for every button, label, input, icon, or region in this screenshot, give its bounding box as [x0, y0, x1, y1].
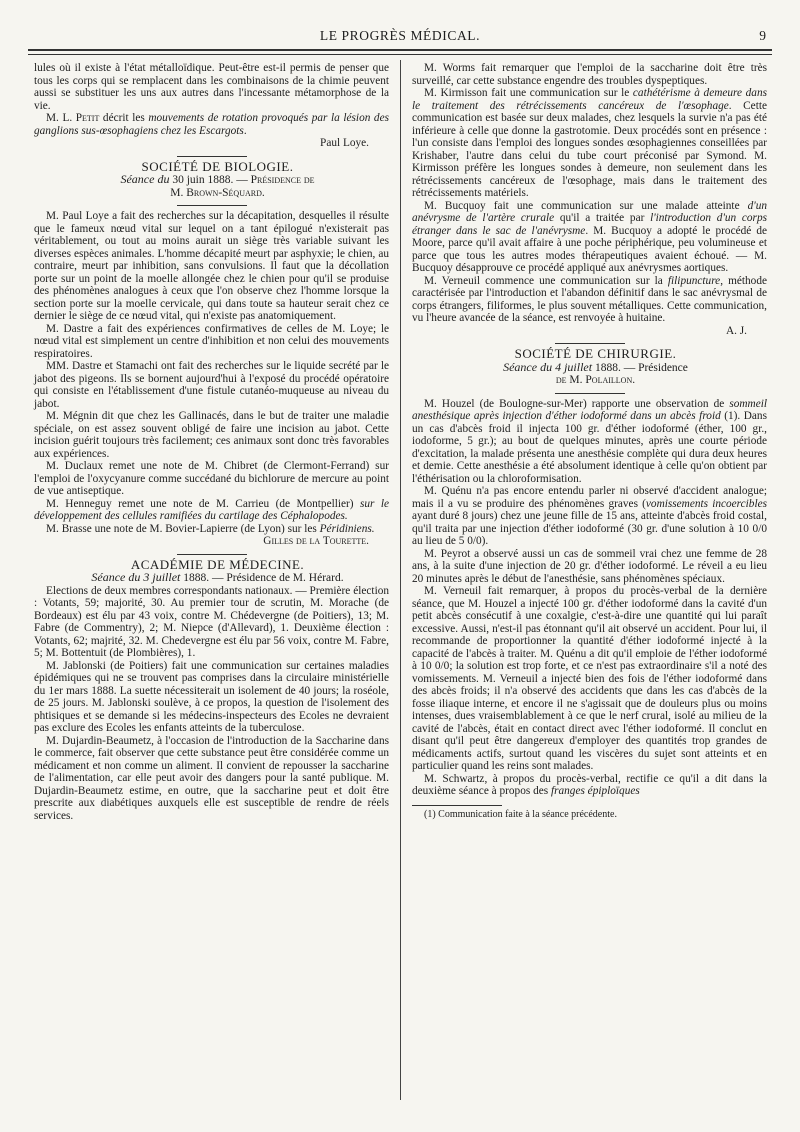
section-rule [555, 393, 625, 394]
presidence-line: de M. Polaillon. [555, 374, 636, 386]
paragraph: Elections de deux membres correspondants nationaux. — Première élection : Votants, 59; majorité, 30. Au premier tour de scrutin, M. Morache (de Bordeaux) est élu par 43 voix, contre M. Chédevergne (de Poitiers), 13; M. Fabre (de Commentry), 2; M. Niepce (d'Allevard), 1. Deuxième élection : Votants, 62; majrité, 32. M. Chedevergne est élu par 56 voix, contre M. Fabre, 5; M. Bottentuit (de Plombières), 1. [34, 584, 389, 659]
paragraph: M. Schwartz, à propos du procès-verbal, rectifie ce qu'il a dit dans la deuxième séance à propos des franges épiploïques [412, 772, 767, 797]
paragraph: M. Dastre a fait des expériences confirmatives de celles de M. Loye; le nœud vital est simplement un centre d'inhibition et non celui des mouvements respiratoires. [34, 322, 389, 360]
paragraph: M. Duclaux remet une note de M. Chibret (de Clermont-Ferrand) sur l'emploi de l'oxycyanure comme succédané du bichlorure de mercure au point de vue antiseptique. [34, 460, 389, 497]
column-divider [400, 60, 401, 1100]
paragraph: M. Kirmisson fait une communication sur le cathétérisme à demeure dans le traitement des rétrécissements cancéreux de l'œsophage. Cette communication est basée sur deux malades, chez lesquels la survie n'a pas été inférieure à celle que donne la gastrotomie. Deux procédés sont en présence : l'un consiste dans l'emploi des longues sondes œsophagiennes conseillées par Krishaber, l'autre dans celui du tube court préconisé par Symond. M. Kirmisson préfère les longues sondes à demeure, non seulement dans les rétrécissements cancéreux de l'œsophage, mais dans le traitement des rétrécissements matériels. [412, 87, 767, 199]
signature: A. J. [725, 324, 747, 337]
paragraph: M. Peyrot a observé aussi un cas de sommeil vrai chez une femme de 28 ans, à la suite d'une injection de 20 gr. d'éther iodoformé. Le réveil a eu lieu 20 minutes après le début de l'anesthésie, sans phénomènes spéciaux. [412, 547, 767, 585]
paragraph: M. Worms fait remarquer que l'emploi de la saccharine doit être très surveillé, car cette substance engendre des troubles dyspeptiques. [412, 62, 767, 87]
paragraph: lules où il existe à l'état métalloïdique. Peut-être est-il permis de penser que tous les corps qui se remplacent dans les combinaisons de la chimie peuvent aussi se substituer les uns aux autres dans l'incessante métamorphose de la vie. [34, 62, 389, 112]
section-title: SOCIÉTÉ DE BIOLOGIE. [141, 158, 294, 174]
footnote: (1) Communication faite à la séance précédente. [424, 808, 617, 820]
section-rule [555, 343, 625, 344]
header-rule-thin [28, 54, 772, 55]
paragraph: M. Paul Loye a fait des recherches sur la décapitation, desquelles il résulte que le fameux nœud vital sur lequel on a tant épilogué n'existerait pas véritablement, ou tout au moins aurait un siège très variable suivant les diverses espèces animales. L'homme décapité meurt par asphyxie; le chien, au contraire, meurt par inhibition, sans convulsions. Il faut que la décollation porte sur un point de la moelle allongée chez le chien pour qu'il se produise des phénomènes analogues à ceux que l'on observe chez l'homme lorsque la section porte sur la moelle cervicale, qui dans toute sa hauteur serait chez ce dernier le siège de ce nœud vital, qui n'existe pas anatomiquement. [34, 210, 389, 322]
paragraph: M. Verneuil fait remarquer, à propos du procès-verbal de la dernière séance, que M. Houzel a injecté 100 gr. d'éther iodoformé dans la cavité d'un petit abcès consécutif à une coxalgie, c'est-à-dire une quantité qui lui paraît excessive. Aussi, n'est-il pas étonnant qu'il ait observé un accident. Pour lui, il recommande de proportionner la quantité d'éther iodoformé injecté à la capacité de l'abcès à traiter. M. Quénu a dit qu'il emploie de l'éther iodoformé à 10 0/0; la solution est trop forte, et ce n'est pas extraordinaire s'il a noté des vomissements. M. Verneuil a injecté bien des fois de l'éther iodoformé dans des abcès froids; il n'a observé des accidents que dans les cas d'abcès de la fosse iliaque interne, et encore il ne s'agissait que de douleurs plus ou moins intenses, dues vraisemblablement à ce que le nerf crural, isolé au milieu de la cavité de l'abcès, était en contact direct avec l'éther iodoformé. Il conclut en disant qu'il peut être dangereux d'employer des quantités trop grandes de médicaments actifs, surtout quand les viscères du sujet sont atteints et en particulier quand les reins sont malades. [412, 585, 767, 772]
left-column [34, 62, 389, 822]
seance-line: Séance du 30 juin 1888. — Présidence de [120, 172, 315, 186]
paragraph: M. Brasse une note de M. Bovier-Lapierre (de Lyon) sur les Péridiniens. [46, 522, 375, 535]
paragraph: M. Dujardin-Beaumetz, à l'occasion de l'introduction de la Saccharine dans le commerce, fait observer que cette substance peut être considérée comme un médicament et non comme un aliment. Il convient de repousser la saccharine de l'alimentation, car elle peut avoir des dangers pour la santé publique. M. Dujardin-Beaumetz estime, en outre, que la saccharine peut et doit être prescrite aux diabétiques auxquels elle est susceptible de rendre de réels services. [34, 734, 389, 822]
paragraph: M. Mégnin dit que chez les Gallinacés, dans le but de traiter une maladie spéciale, on est assez souvent obligé de faire une incision au jabot. Cette incision guérit toujours très facilement; ces animaux sont donc très favorables aux expériences. [34, 410, 389, 460]
seance-line: Séance du 4 juillet 1888. — Présidence [503, 359, 688, 374]
page-header [28, 28, 772, 50]
paragraph: M. Quénu n'a pas encore entendu parler ni observé d'accident analogue; mais il a vu se produire des phénomènes graves (vomissements incoercibles ayant duré 8 jours) chez une jeune fille de 15 ans, atteinte d'abcès froid costal, qu'il traita par une injection d'éther iodoformé (30 gr. d'une solution à 10 0/0 au lieu de 5 0/0). [412, 485, 767, 547]
signature: Gilles de la Tourette. [263, 535, 369, 547]
paragraph: M. Houzel (de Boulogne-sur-Mer) rapporte une observation de sommeil anesthésique après injection d'éther iodoformé dans un abcès froid (1). Dans un cas d'abcès froid il injecta 100 gr. d'éther iodoformé (éther, 100 gr., iodoforme, 5 gr.); au bout de quelques minutes, après une courte période d'excitation, la malade présenta une anesthésie complète qui dura deux heures et demie. Cette anesthésie a été absolument identique à celle qu'on obtient par l'éthérisation ou la chloroformisation. [412, 397, 767, 485]
journal-title: LE PROGRÈS MÉDICAL. [319, 28, 481, 43]
section-rule [177, 554, 247, 555]
section-rule [177, 205, 247, 206]
section-title: SOCIÉTÉ DE CHIRURGIE. [514, 346, 677, 361]
presidence-line: M. Brown-Séquard. [170, 186, 265, 199]
header-rule-thick [28, 49, 772, 51]
paragraph: M. Henneguy remet une note de M. Carrieu (de Montpellier) sur le développement des cellules ramifiées du cartilage des Céphalopodes. [34, 497, 389, 522]
seance-line: Séance du 3 juillet 1888. — Présidence de M. Hérard. [91, 570, 344, 584]
page-number: 9 [759, 28, 766, 43]
paragraph: MM. Dastre et Stamachi ont fait des recherches sur le liquide secrété par le jabot des pigeons. Ils se bornent aujourd'hui à l'exposé du procédé opératoire qui consiste en l'établissement d'une fistule cutanéo-muqueuse au niveau du jabot. [34, 360, 389, 410]
paragraph: M. Jablonski (de Poitiers) fait une communication sur certaines maladies épidémiques qui ne se trouvent pas comprises dans la circulaire ministérielle du 1er mars 1888. La suette nécessiterait un isolement de 40 jours; la roséole, de 25 jours. M. Jablonski soulève, à ce propos, la question de l'isolement des phtisiques et se demande si les médecins-inspecteurs des Ecoles ne devraient pas exclure des Ecoles les enfants atteints de la tuberculose. [34, 659, 389, 734]
right-column [412, 62, 767, 821]
paragraph: M. Bucquoy fait une communication sur une malade atteinte d'un anévrysme de l'artère crurale qu'il a traitée par l'introduction d'un corps étranger dans le sac de l'anévrysme. M. Bucquoy a adopté le procédé de Moore, parce qu'il avait affaire à une poche périphérique, peu volumineuse et parce que tous les autres modes thérapeutiques avaient échoué. — M. Bucquoy désapprouve ce procédé appliqué aux anévrysmes aortiques. [412, 199, 767, 274]
section-title: ACADÉMIE DE MÉDECINE. [130, 556, 305, 572]
footnote-rule [412, 805, 502, 806]
signature: Paul Loye. [320, 137, 369, 149]
section-rule [177, 156, 247, 157]
paragraph: M. L. Petit décrit les mouvements de rotation provoqués par la lésion des ganglions sus-œsophagiens chez les Escargots. [34, 112, 389, 137]
paragraph: M. Verneuil commence une communication sur la filipuncture, méthode caractérisée par l'introduction et l'abandon définitif dans le sac anévrysmal de corps étrangers, filiformes, le plus souvent métalliques. Cette communication, vu l'heure avancée de la séance, est renvoyée à huitaine. [412, 274, 767, 324]
